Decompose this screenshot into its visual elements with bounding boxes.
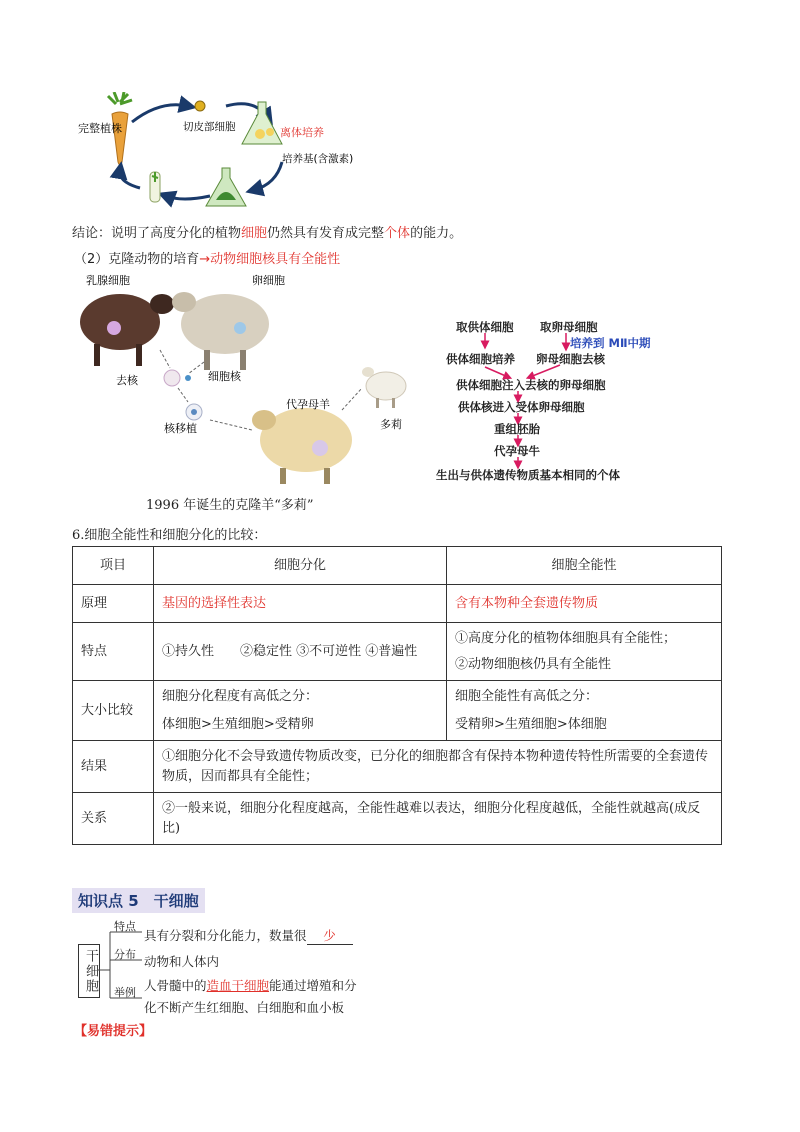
growth-flask-icon <box>206 168 246 206</box>
header-item: 项目 <box>73 547 154 585</box>
label-surrogate: 代孕母羊 <box>286 398 330 411</box>
table-row: 特点 ①持久性 ②稳定性 ③不可逆性 ④普遍性 ①高度分化的植物体细胞具有全能性； ②动物细胞核仍具有全能性 <box>73 623 722 681</box>
dolly-lamb-illustration <box>362 367 406 408</box>
egg-donor-sheep-illustration <box>172 292 269 370</box>
comparison-table <box>72 546 722 845</box>
fc-take-egg: 取卵母细胞 <box>540 320 598 334</box>
stem-cell-summary <box>74 918 404 1018</box>
section-6-heading: 6.细胞全能性和细胞分化的比较： <box>72 528 267 543</box>
surrogate-sheep-illustration <box>252 408 352 484</box>
error-tip-label: 【易错提示】 <box>74 1024 153 1039</box>
fc-egg-enucleate: 卵母细胞去核 <box>536 352 605 366</box>
fc-offspring: 生出与供体遗传物质基本相同的个体 <box>436 468 620 482</box>
label-dolly: 多莉 <box>380 418 402 431</box>
nucleus-icon <box>185 375 191 381</box>
tag-example: 举例 <box>114 986 136 999</box>
table-row: 原理 基因的选择性表达 含有本物种全套遗传物质 <box>73 585 722 623</box>
cell-icon <box>195 101 205 111</box>
test-tube-icon <box>150 172 160 202</box>
fc-take-donor: 取供体细胞 <box>456 320 514 334</box>
fc-embryo: 重组胚胎 <box>494 422 540 436</box>
label-nuclear-transfer: 核移植 <box>164 422 197 435</box>
sheep-caption: 1996 年诞生的克隆羊“多莉” <box>146 498 314 513</box>
header-totipotency: 细胞全能性 <box>447 547 722 585</box>
section-2-heading: （2）克隆动物的培育→动物细胞核具有全能性 <box>74 252 341 267</box>
cloning-flowchart <box>430 315 680 495</box>
label-enucleate: 去核 <box>116 374 138 387</box>
label-cut-cell: 切皮部细胞 <box>183 121 236 133</box>
label-mammary-cell: 乳腺细胞 <box>86 274 130 287</box>
tag-distribution: 分布 <box>114 948 136 961</box>
header-differentiation: 细胞分化 <box>154 547 447 585</box>
conclusion-line: 结论：说明了高度分化的植物细胞仍然具有发育成完整个体的能力。 <box>72 226 463 241</box>
label-whole-plant: 完整植株 <box>78 122 122 135</box>
label-nucleus: 细胞核 <box>208 370 241 383</box>
feature-text: 具有分裂和分化能力，数量很 少 <box>144 926 353 945</box>
example-text-line1: 人骨髓中的造血干细胞能通过增殖和分 <box>144 978 357 993</box>
enucleated-egg-icon <box>164 370 180 386</box>
distribution-text: 动物和人体内 <box>144 954 220 969</box>
table-row: 结果 ①细胞分化不会导致遗传物质改变，已分化的细胞都含有保持本物种遗传特性所需要的全套遗传物质，因而都具有全能性； <box>73 741 722 793</box>
donor-sheep-illustration <box>80 294 174 366</box>
table-row: 大小比较 细胞分化程度有高低之分： 体细胞>生殖细胞>受精卵 细胞全能性有高低之分： 受精卵>生殖细胞>体细胞 <box>73 681 722 741</box>
label-isolated-culture: 离体培养 <box>280 126 324 139</box>
fc-culture-to: 培养到 MⅡ中期 <box>570 336 651 350</box>
label-medium: 培养基(含激素) <box>282 153 354 165</box>
fc-donor-culture: 供体细胞培养 <box>446 352 515 366</box>
tag-feature: 特点 <box>114 920 136 933</box>
table-header-row <box>73 547 722 585</box>
fc-nucleus-enter: 供体核进入受体卵母细胞 <box>458 400 585 414</box>
fc-inject: 供体细胞注入去核的卵母细胞 <box>456 378 606 392</box>
knowledge-point-5-title: 知识点 5 干细胞 <box>72 888 205 913</box>
fc-surrogate: 代孕母牛 <box>494 444 540 458</box>
example-text-line2: 化不断产生红细胞、白细胞和血小板 <box>144 1000 345 1015</box>
plant-regeneration-diagram <box>70 92 360 212</box>
label-egg-cell: 卵细胞 <box>252 274 285 287</box>
table-row: 关系 ②一般来说，细胞分化程度越高，全能性越难以表达，细胞分化程度越低，全能性就越高(成反比) <box>73 793 722 845</box>
stem-cell-box: 干细胞 <box>78 944 100 998</box>
sheep-cloning-diagram <box>80 270 420 490</box>
culture-flask-icon <box>242 102 282 144</box>
